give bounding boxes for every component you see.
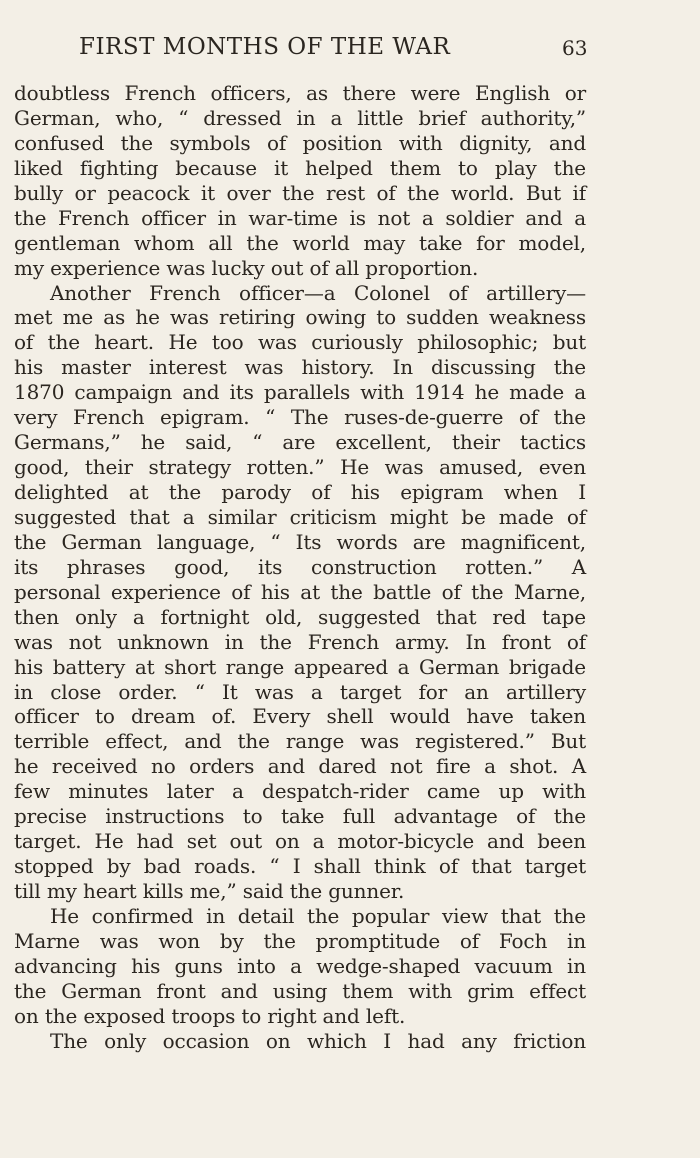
text-line: my experience was lucky out of all proportion.	[14, 255, 479, 280]
text-line: He confirmed in detail the popular view that the	[50, 903, 586, 928]
text-line: confused the symbols of position with dignity, and	[14, 130, 586, 155]
text-line: his master interest was history. In discussing the	[14, 355, 586, 380]
text-line: liked fighting because it helped them to play the	[14, 155, 586, 180]
text-line: very French epigram. “ The ruses-de-guerre of the	[14, 405, 586, 430]
text-line: in close order. “ It was a target for an artillery	[14, 679, 586, 704]
text-line: on the exposed troops to right and left.	[14, 1003, 406, 1028]
text-line: doubtless French officers, as there were English or	[14, 81, 586, 105]
running-head: FIRST MONTHS OF THE WAR	[79, 34, 451, 60]
text-line: advancing his guns into a wedge-shaped vacuum in	[14, 953, 586, 978]
text-line: good, their strategy rotten.” He was amused, even	[14, 455, 586, 480]
text-line: Another French officer—a Colonel of artillery—	[50, 280, 586, 305]
text-line: he received no orders and dared not fire a shot. A	[14, 754, 586, 779]
text-line: the French officer in war-time is not a soldier and a	[14, 205, 586, 230]
text-line: suggested that a similar criticism might be made of	[14, 504, 586, 529]
body-text	[14, 81, 586, 1054]
text-line: bully or peacock it over the rest of the world. But if	[14, 180, 586, 205]
text-line: German, who, “ dressed in a little brief authority,”	[14, 105, 586, 130]
text-line: then only a fortnight old, suggested that red tape	[14, 604, 586, 629]
text-line: target. He had set out on a motor-bicycle and been	[14, 829, 586, 854]
text-line: The only occasion on which I had any friction	[50, 1028, 586, 1053]
text-line: the German language, “ Its words are magnificent,	[14, 529, 586, 554]
text-line: terrible effect, and the range was registered.” But	[14, 729, 586, 754]
text-line: his battery at short range appeared a German brigade	[14, 654, 586, 679]
text-line: was not unknown in the French army. In front of	[14, 629, 586, 654]
text-line: Germans,” he said, “ are excellent, their tactics	[14, 430, 586, 455]
text-line: officer to dream of. Every shell would have taken	[14, 704, 586, 729]
text-line: 1870 campaign and its parallels with 1914 he made a	[14, 380, 586, 405]
text-line: the German front and using them with grim effect	[14, 978, 586, 1003]
text-line: stopped by bad roads. “ I shall think of that target	[14, 854, 586, 879]
page-header	[0, 34, 700, 68]
text-line: delighted at the parody of his epigram when I	[14, 480, 586, 504]
text-line: its phrases good, its construction rotten.” A	[14, 554, 586, 579]
text-line: of the heart. He too was curiously philosophic; but	[14, 330, 586, 355]
text-line: met me as he was retiring owing to sudden weakness	[14, 305, 586, 330]
text-line: gentleman whom all the world may take for model,	[14, 230, 586, 255]
text-line: precise instructions to take full advantage of the	[14, 804, 586, 829]
text-line: till my heart kills me,” said the gunner.	[14, 879, 405, 903]
text-line: personal experience of his at the battle of the Marne,	[14, 579, 586, 604]
text-line: few minutes later a despatch-rider came up with	[14, 779, 586, 804]
text-line: Marne was won by the promptitude of Foch in	[14, 928, 586, 953]
page-number: 63	[562, 36, 588, 60]
